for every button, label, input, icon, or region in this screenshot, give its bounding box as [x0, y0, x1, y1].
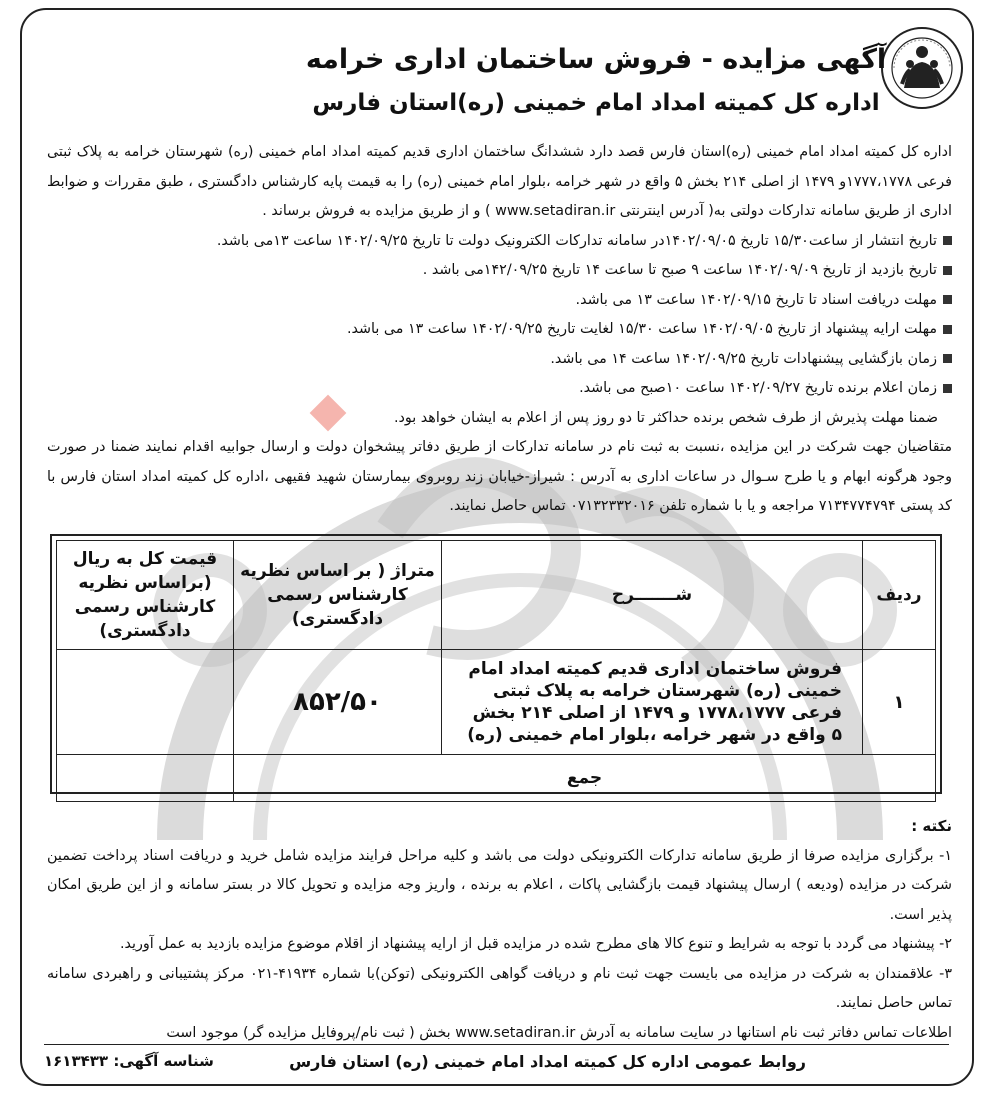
organization-title: اداره کل کمیته امداد امام خمینی (ره)استان فارس [312, 90, 880, 116]
note-item: اطلاعات تماس دفاتر ثبت نام استانها در سایت سامانه به آدرش www.setadiran.ir بخش ( ثبت نام/پروفایل مزایده گر) موجود است [166, 1024, 952, 1041]
list-item: تاریخ بازدید از تاریخ ۱۴۰۲/۰۹/۰۹ ساعت ۹ صبح تا ساعت ۱۴ تاریخ ۱۴۲/۰۹/۲۵می باشد . [47, 256, 952, 286]
footer-divider [44, 1044, 949, 1045]
bullet-square-icon [943, 325, 952, 334]
cell-area: ۸۵۲/۵۰ [234, 650, 442, 755]
schedule-list [47, 227, 952, 404]
footer-publisher: روابط عمومی اداره کل کمیته امداد امام خمینی (ره) استان فارس [289, 1052, 806, 1071]
list-item: تاریخ انتشار از ساعت۱۵/۳۰ تاریخ ۱۴۰۲/۰۹/۰۵در سامانه تدارکات الکترونیک دولت تا تاریخ ۱۴۰۲/۰۹/۲۵ ساعت ۱۳می باشد. [47, 227, 952, 257]
bullet-square-icon [943, 236, 952, 245]
list-item: مهلت ارایه پیشنهاد از تاریخ ۱۴۰۲/۰۹/۰۵ ساعت ۱۵/۳۰ لغایت تاریخ ۱۴۰۲/۰۹/۲۵ ساعت ۱۳ می باشد. [47, 315, 952, 345]
table-row [57, 650, 936, 755]
total-label: جمع [234, 755, 936, 802]
page-title: آگهی مزایده - فروش ساختمان اداری خرامه [305, 44, 887, 75]
list-item: زمان بازگشایی پیشنهادات تاریخ ۱۴۰۲/۰۹/۲۵ ساعت ۱۴ می باشد. [47, 345, 952, 375]
header-row-number: ردیف [863, 541, 936, 650]
table-header-row [57, 541, 936, 650]
list-item: زمان اعلام برنده تاریخ ۱۴۰۲/۰۹/۲۷ ساعت ۱۰صبح می باشد. [47, 374, 952, 404]
header-description: شـــــــرح [442, 541, 863, 650]
total-value [57, 755, 234, 802]
bullet-square-icon [943, 384, 952, 393]
bullet-square-icon [943, 354, 952, 363]
announcement-body [47, 138, 952, 522]
note-item: ۱- برگزاری مزایده صرفا از طریق سامانه تدارکات الکترونیکی دولت می باشد و کلیه مراحل فرایند مزایده شامل خرید و دریافت اسناد پرداخت تضمین شرکت در مزایده (ودیعه ) ارسال پیشنهاد قیمت بازگشایی پاکات ، اعلام به برنده ، واریز وجه مزایده و تحویل کالا در بستر سامانه و از این طریق امکان پذیر است. [47, 847, 952, 923]
cell-description: فروش ساختمان اداری قدیم کمیته امداد امام خمینی (ره) شهرستان خرامه به پلاک ثبتی فرعی ۱۷۷۸،۱۷۷۷ و ۱۴۷۹ از اصلی ۲۱۴ بخش ۵ واقع در شهر خرامه ،بلوار امام خمینی (ره) [442, 650, 863, 755]
notes-section [47, 812, 952, 1048]
cell-price [57, 650, 234, 755]
intro-paragraph: اداره کل کمیته امداد امام خمینی (ره)استان فارس قصد دارد ششدانگ ساختمان اداری قدیم کمیته امداد امام خمینی (ره) شهرستان خرامه به پلاک ثبتی فرعی ۱۷۷۷،۱۷۷۸و ۱۴۷۹ از اصلی ۲۱۴ بخش ۵ واقع در شهر خرامه ،بلوار امام خمینی (ره) را به قیمت پایه کارشناس دادگستری ، طبق مقررات و ضوابط اداری از طریق سامانه تدارکات دولتی به( آدرس اینترنتی www.setadiran.ir ) و از طریق مزایده به فروش برساند . [47, 144, 953, 219]
note-item: ۳- علاقمندان به شرکت در مزایده می بایست جهت ثبت نام و دریافت گواهی الکترونیکی (توکن)با شماره ۴۱۹۳۴-۰۲۱ مرکز پشتیبانی و راهبردی سامانه تماس حاصل نمایند. [47, 965, 952, 1011]
ad-id: شناسه آگهی: ۱۶۱۳۴۳۳ [44, 1052, 214, 1070]
cell-row-number: ۱ [863, 650, 936, 755]
note-item: ۲- پیشنهاد می گردد با توجه به شرایط و تنوع کالا های مطرح شده در مزایده قبل از ارایه پیشنهاد از اقلام موضوع مزایده بازدید به عمل آورید. [119, 936, 952, 952]
bullet-square-icon [943, 295, 952, 304]
applicants-paragraph: متقاضیان جهت شرکت در این مزایده ،نسبت به ثبت نام در سامانه تدارکات از طریق دفاتر پیشخوان دولت و ارسال جوابیه اقدام نمایند ضمنا در صورت وجود هرگونه ابهام و یا طرح سـوال در ساعات اداری به آدرس : شیراز-خیابان زند روبروی بیمارستان شهید فقیهی ،اداره کل کمیته امداد استان فارس با کد پستی ۷۱۳۴۷۷۴۷۹۴ مراجعه و یا با شماره تلفن ۰۷۱۳۲۳۳۲۰۱۶ تماس حاصل نمایند. [47, 439, 952, 514]
bullet-square-icon [943, 266, 952, 275]
header-price: قیمت کل به ریال (براساس نظریه کارشناس رسمی دادگستری) [57, 541, 234, 650]
auction-table [56, 540, 936, 802]
list-item: مهلت دریافت اسناد تا تاریخ ۱۴۰۲/۰۹/۱۵ ساعت ۱۳ می باشد. [47, 286, 952, 316]
auction-table-frame [50, 534, 942, 794]
acceptance-note: ضمنا مهلت پذیرش از طرف شخص برنده حداکثر تا دو روز پس از اعلام به ایشان خواهد بود. [393, 409, 938, 426]
header-area: متراژ ( بر اساس نظریه کارشناس رسمی دادگستری) [234, 541, 442, 650]
notes-title: نکته : [911, 817, 952, 835]
table-total-row [57, 755, 936, 802]
